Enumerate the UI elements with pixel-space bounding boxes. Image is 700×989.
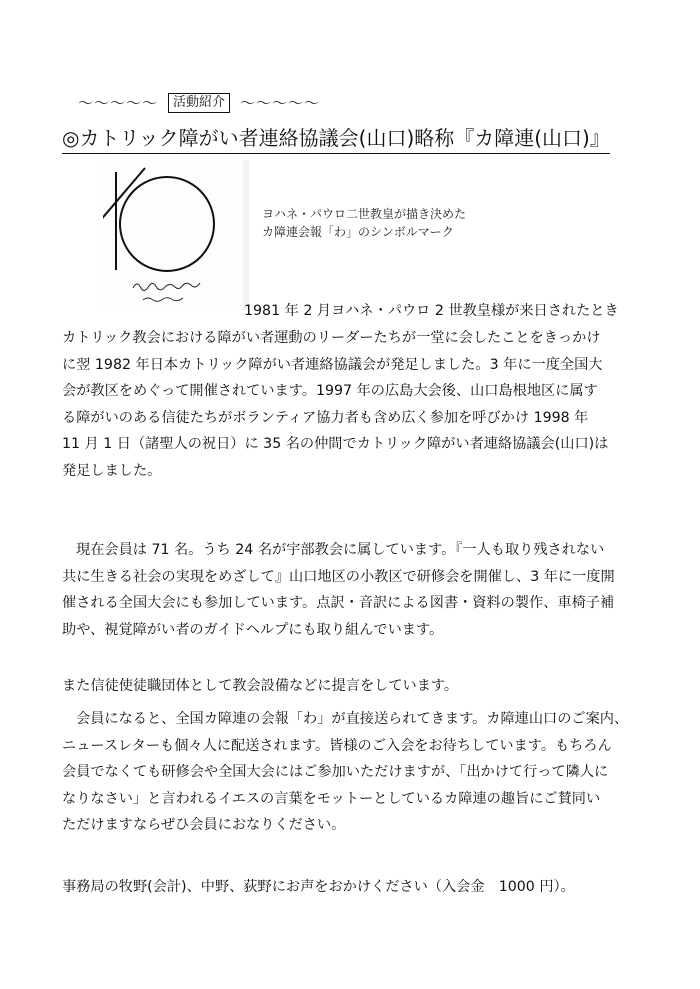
text-line: ただけますならぜひ会員におなりください。 <box>62 817 346 833</box>
section-header <box>78 92 320 113</box>
text-line: 会員になると、全国カ障連の会報「わ」が直接送られてきます。カ障連山口のご案内、 <box>76 711 629 727</box>
text-line: 事務局の牧野(会計)、中野、荻野にお声をおかけください（入会金 1000 円）。 <box>62 879 575 895</box>
paragraph-2 <box>62 537 640 643</box>
caption-line: カ障連会報「わ」のシンボルマーク <box>262 225 454 239</box>
text-line: 発足しました。 <box>62 462 162 479</box>
text-line: なりなさい」と言われるイエスの言葉をモットーとしているカ障連の趣旨にご賛同い <box>62 790 601 807</box>
section-tag: 活動紹介 <box>168 93 230 113</box>
tilde-decoration-left: ～～～～～ <box>78 94 159 112</box>
wa-symbol-icon <box>103 160 243 310</box>
paragraph1-first-line: 1981 年 2 月ヨハネ・パウロ 2 世教皇様が来日されたとき <box>244 303 619 319</box>
tilde-decoration-right: ～～～～～ <box>240 94 321 112</box>
paragraph-4 <box>62 706 640 839</box>
text-line: 会が教区をめぐって開催されています。1997 年の広島大会後、山口島根地区に属す <box>62 383 598 399</box>
paragraph-5 <box>62 874 640 901</box>
text-line: 現在会員は 71 名。うち 24 名が宇部教会に属しています。『一人も取り残されない <box>76 542 605 558</box>
page-title: ◎カトリック障がい者連絡協議会(山口)略称『カ障連(山口)』 <box>62 124 610 154</box>
text-line: ニュースレターも個々人に配送されます。皆様のご入会をお待ちしています。もちろん <box>62 737 612 754</box>
text-line: カトリック教会における障がい者運動のリーダーたちが一堂に会したことをきっかけ <box>62 330 601 346</box>
text-line: に翌 1982 年日本カトリック障がい者連絡協議会が発足しました。3 年に一度全国大 <box>62 356 603 373</box>
text-line: 会員でなくても研修会や全国大会にはご参加いただけますが、「出かけて行って隣人に <box>62 764 609 780</box>
symbol-mark-image <box>103 160 249 310</box>
text-line: 11 月 1 日（諸聖人の祝日）に 35 名の仲間でカトリック障がい者連絡協議会(山口)は <box>62 436 609 452</box>
text-line: 助や、視覚障がい者のガイドヘルプにも取り組んでいます。 <box>62 621 444 638</box>
paragraph-3 <box>62 673 640 700</box>
text-line: また信徒使徒職団体として教会設備などに提言をしています。 <box>62 678 459 694</box>
paragraph-1 <box>62 325 640 484</box>
text-line: 催される全国大会にも参加しています。点訳・音訳による図書・資料の製作、車椅子補 <box>62 595 615 611</box>
caption-line: ヨハネ・パウロ二世教皇が描き決めた <box>262 207 467 221</box>
text-line: る障がいのある信徒たちがボランティア協力者も含め広く参加を呼びかけ 1998 年 <box>62 409 589 426</box>
text-line: 共に生きる社会の実現をめざして』山口地区の小教区で研修会を開催し、3 年に一度開 <box>62 568 615 585</box>
symbol-caption <box>262 205 466 241</box>
